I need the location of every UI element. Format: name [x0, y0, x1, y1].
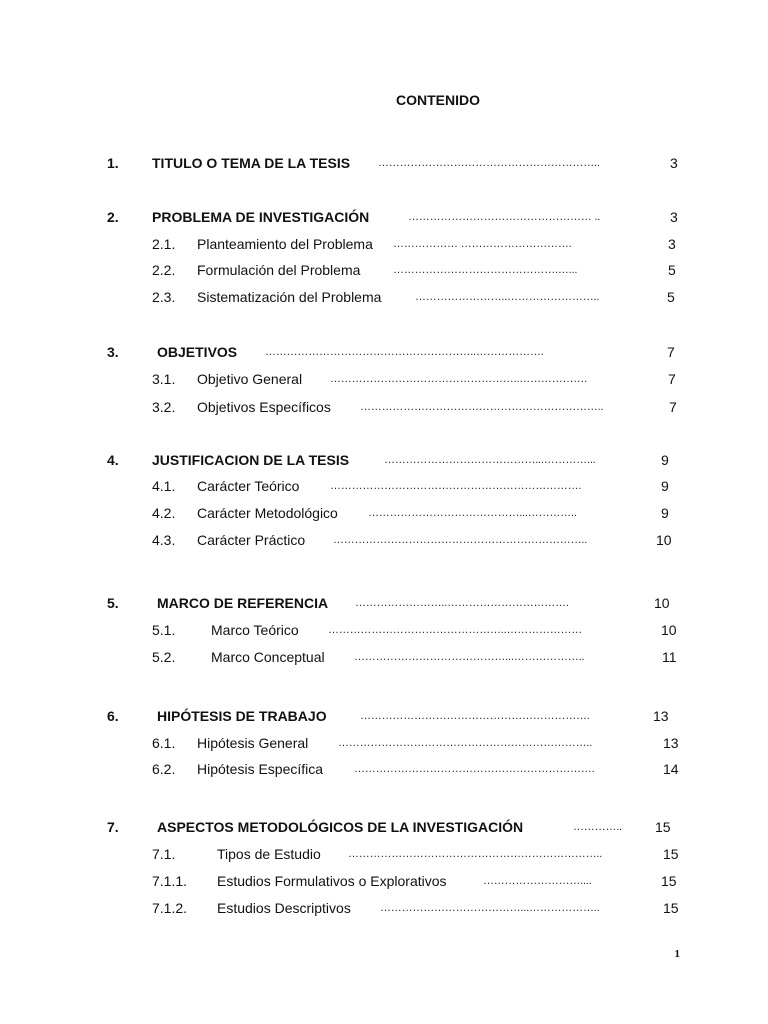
toc-entry-title: Estudios Formulativos o Explorativos — [217, 873, 447, 889]
toc-leader-dots: …………………………………………………………. — [354, 763, 595, 775]
toc-entry — [0, 620, 768, 640]
toc-entry — [0, 898, 768, 918]
toc-leader-dots: ………………………………………………………. — [360, 710, 590, 722]
toc-entry-title: OBJETIVOS — [157, 344, 238, 360]
toc-entry-number: 6. — [107, 708, 119, 724]
toc-entry-number: 2.2. — [152, 262, 176, 278]
toc-entry-title: Tipos de Estudio — [217, 846, 321, 862]
toc-entry — [0, 153, 768, 173]
toc-leader-dots: ……………………….... — [483, 875, 592, 887]
toc-entry-title: Formulación del Problema — [197, 262, 361, 278]
toc-leader-dots: ………….. — [573, 821, 622, 833]
toc-entry-title: Objetivo General — [197, 371, 303, 387]
toc-entry-page: 5 — [667, 289, 675, 305]
toc-leader-dots: …………………………………………………………….. — [333, 534, 588, 546]
toc-entry-title: MARCO DE REFERENCIA — [157, 595, 329, 611]
toc-entry — [0, 503, 768, 523]
toc-entry-number: 2.3. — [152, 289, 176, 305]
toc-entry — [0, 647, 768, 667]
toc-entry-page: 9 — [661, 505, 669, 521]
toc-entry-page: 9 — [661, 478, 669, 494]
toc-entry-title: HIPÓTESIS DE TRABAJO — [157, 708, 327, 724]
toc-entry-number: 7.1.2. — [152, 900, 188, 916]
toc-entry-title: PROBLEMA DE INVESTIGACIÓN — [152, 209, 370, 225]
toc-leader-dots: ……………………………………….…... — [393, 264, 578, 276]
toc-entry — [0, 530, 768, 550]
toc-entry — [0, 369, 768, 389]
toc-entry-number: 7.1. — [152, 846, 176, 862]
toc-entry-number: 3. — [107, 344, 119, 360]
toc-entry-page: 15 — [663, 900, 679, 916]
toc-entry-page: 9 — [661, 452, 669, 468]
toc-entry-number: 7. — [107, 819, 119, 835]
toc-leader-dots: …………………………………………………….. — [378, 157, 600, 169]
toc-entry-title: Marco Conceptual — [211, 649, 325, 665]
toc-entry-page: 10 — [661, 622, 677, 638]
toc-entry-number: 3.1. — [152, 371, 176, 387]
toc-entry-title: Sistematización del Problema — [197, 289, 382, 305]
toc-entry-title: Planteamiento del Problema — [197, 236, 373, 252]
toc-leader-dots: ……………………………………...……………….. — [354, 651, 585, 663]
toc-entry-page: 10 — [656, 532, 672, 548]
toc-entry-page: 11 — [662, 649, 677, 665]
toc-entry-title: Estudios Descriptivos — [217, 900, 351, 916]
toc-leader-dots: ………………………………………………………….. — [360, 401, 604, 413]
toc-entry-number: 5.2. — [152, 649, 176, 665]
toc-entry-title: Objetivos Específicos — [197, 399, 331, 415]
toc-leader-dots: …………………………………………………………….. — [348, 848, 603, 860]
toc-entry-page: 7 — [668, 371, 676, 387]
toc-entry-page: 5 — [668, 262, 676, 278]
toc-entry-title: Hipótesis Específica — [197, 761, 324, 777]
toc-entry-page: 15 — [661, 873, 677, 889]
toc-leader-dots: ……………………………………………………………. — [330, 480, 582, 492]
toc-entry-number: 5. — [107, 595, 119, 611]
toc-entry — [0, 234, 768, 254]
toc-leader-dots: ……………………..…………………….. — [415, 291, 600, 303]
toc-entry-title: TITULO O TEMA DE LA TESIS — [152, 155, 351, 171]
toc-entry-number: 5.1. — [152, 622, 176, 638]
toc-entry-page: 7 — [669, 399, 677, 415]
toc-leader-dots: …………………………………………………..………………. — [265, 346, 544, 358]
toc-entry — [0, 871, 768, 891]
toc-entry — [0, 397, 768, 417]
toc-entry-number: 7.1.1. — [152, 873, 188, 889]
toc-entry — [0, 207, 768, 227]
toc-entry-number: 2.1. — [152, 236, 176, 252]
toc-entry-number: 4.2. — [152, 505, 176, 521]
toc-leader-dots: …………………………………………… .. — [408, 211, 601, 223]
toc-leader-dots: ……………………………………...………….. — [368, 507, 577, 519]
toc-entry — [0, 844, 768, 864]
toc-entry — [0, 476, 768, 496]
toc-entry-page: 15 — [655, 819, 671, 835]
toc-entry — [0, 759, 768, 779]
toc-entry-page: 7 — [667, 344, 675, 360]
toc-leader-dots: ……………………..……………………………. — [355, 597, 569, 609]
toc-entry-title: Hipótesis General — [197, 735, 309, 751]
toc-entry — [0, 450, 768, 470]
toc-entry-number: 3.2. — [152, 399, 176, 415]
toc-entry-title: Carácter Práctico — [197, 532, 306, 548]
page-number: 1 — [674, 948, 680, 960]
toc-leader-dots: …………………………………...……………….. — [380, 902, 600, 914]
toc-entry — [0, 287, 768, 307]
toc-entry — [0, 706, 768, 726]
toc-entry-page: 13 — [653, 708, 669, 724]
toc-entry-page: 14 — [663, 761, 679, 777]
toc-heading: CONTENIDO — [396, 92, 480, 108]
toc-entry-title: JUSTIFICACION DE LA TESIS — [152, 452, 350, 468]
toc-entry — [0, 817, 768, 837]
toc-entry-number: 4. — [107, 452, 119, 468]
toc-entry-number: 4.3. — [152, 532, 176, 548]
toc-entry-page: 3 — [670, 209, 678, 225]
toc-entry-title: Carácter Teórico — [197, 478, 300, 494]
toc-entry-page: 3 — [670, 155, 678, 171]
toc-leader-dots: …………………………………………..………………… — [328, 624, 583, 636]
toc-entry-number: 4.1. — [152, 478, 176, 494]
toc-leader-dots: ……………………………………………..………………. — [330, 373, 587, 385]
toc-entry — [0, 260, 768, 280]
toc-entry-number: 6.2. — [152, 761, 176, 777]
toc-entry-number: 1. — [107, 155, 119, 171]
toc-entry-title: Marco Teórico — [211, 622, 299, 638]
toc-entry-title: ASPECTOS METODOLÓGICOS DE LA INVESTIGACIÓN — [157, 819, 524, 835]
toc-entry-number: 6.1. — [152, 735, 176, 751]
toc-entry-page: 15 — [663, 846, 679, 862]
toc-entry — [0, 733, 768, 753]
toc-entry-number: 2. — [107, 209, 119, 225]
toc-entry-title: Carácter Metodológico — [197, 505, 338, 521]
toc-entry-page: 3 — [668, 236, 676, 252]
toc-leader-dots: ……………………………………...…………... — [384, 454, 596, 466]
toc-entry-page: 10 — [654, 595, 670, 611]
toc-entry — [0, 342, 768, 362]
toc-entry-page: 13 — [663, 735, 679, 751]
toc-leader-dots: ……………… …………………………. — [393, 238, 572, 250]
toc-entry — [0, 593, 768, 613]
toc-leader-dots: …………………………………………………………….. — [338, 737, 593, 749]
